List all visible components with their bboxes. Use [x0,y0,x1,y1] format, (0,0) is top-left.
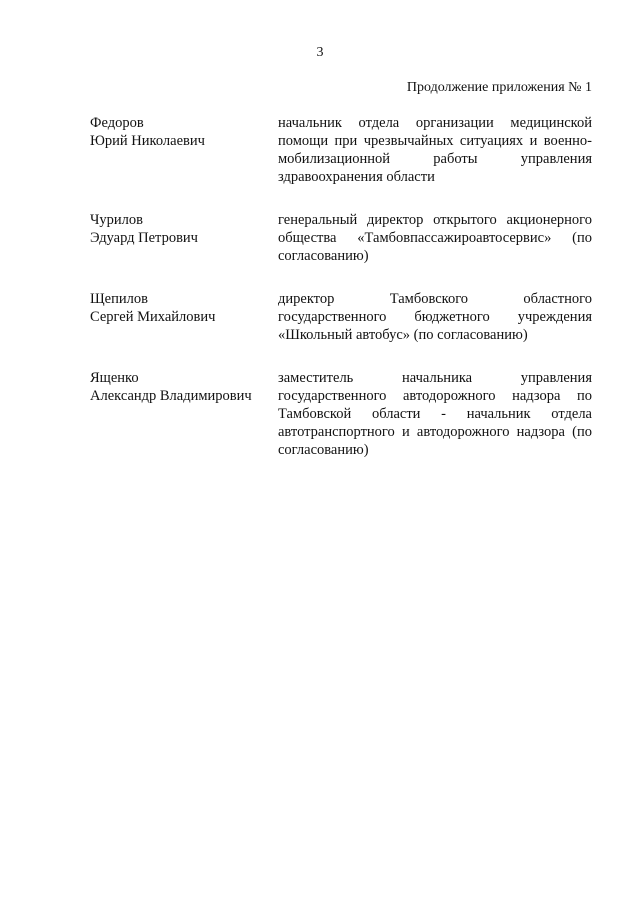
member-name [90,211,278,247]
page-number: 3 [316,45,324,60]
member-surname: Щепилов [90,291,148,307]
member-position: директор Тамбовского областного государственного бюджетного учреждения «Школьный автобус» (по согласованию) [278,291,592,343]
member-position: заместитель начальника управления государственного автодорожного надзора по Тамбовской области - начальник отдела автотранспортного и автодорожного надзора (по согласованию) [278,370,592,458]
member-row [90,114,592,186]
member-name [90,290,278,326]
member-row [90,369,592,459]
member-given-names: Эдуард Петрович [90,230,198,246]
member-given-names: Александр Владимирович [90,388,252,404]
member-row [90,211,592,265]
member-surname: Федоров [90,115,144,131]
member-position: начальник отдела организации медицинской помощи при чрезвычайных ситуациях и военно-мобилизационной работы управления здравоохранения области [278,115,592,185]
member-surname: Чурилов [90,212,144,228]
continuation-heading: Продолжение приложения № 1 [406,80,592,95]
member-surname: Ященко [90,370,139,386]
member-name [90,114,278,150]
member-given-names: Юрий Николаевич [90,133,205,149]
member-position: генеральный директор открытого акционерного общества «Тамбовпассажироавтосервис» (по согласованию) [278,212,592,264]
member-given-names: Сергей Михайлович [90,309,216,325]
members-list [90,114,592,484]
member-name [90,369,278,405]
member-row [90,290,592,344]
